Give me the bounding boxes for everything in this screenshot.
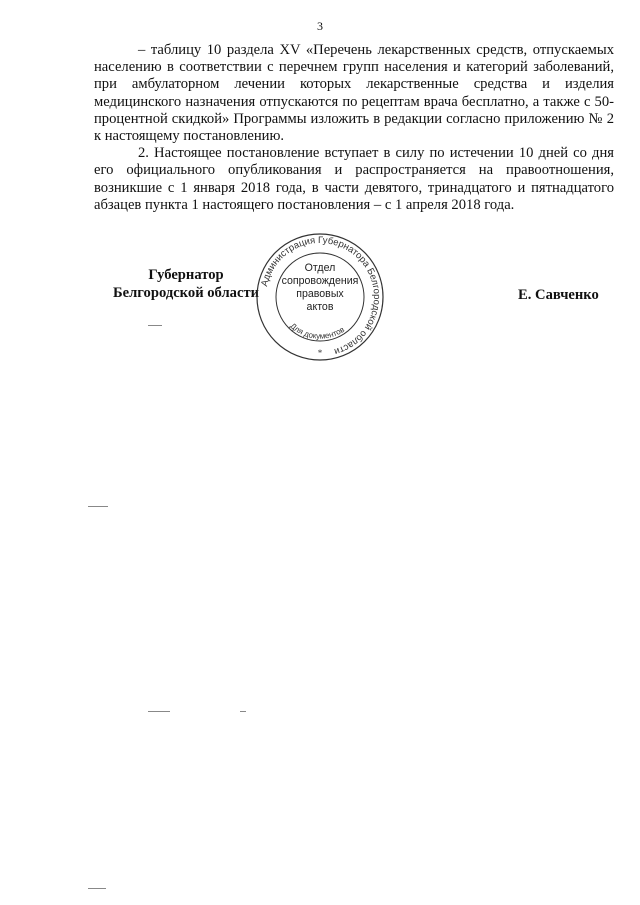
seal-center-text	[275, 262, 365, 314]
seal-bottom-textpath: Для документов	[288, 321, 347, 341]
scan-mark	[240, 711, 246, 712]
paragraph-effective-date: 2. Настоящее постановление вступает в силу по истечении 10 дней со дня его официального опубликования и распространяется на правоотношения, возникшие с 1 января 2018 года, в части девятого, тринадцатого и пятнадцатого абзацев пункта 1 настоящего постановления – с 1 апреля 2018 года.	[94, 145, 614, 213]
signatory-title-line2: Белгородской области	[112, 285, 260, 301]
seal-center-line3: правовых	[296, 288, 344, 300]
document-body	[94, 42, 614, 214]
seal-center-line2: сопровождения	[281, 275, 359, 287]
scan-mark	[148, 325, 162, 326]
seal-center-line4: актов	[306, 301, 334, 313]
star-icon: *	[317, 348, 323, 358]
seal-center-line1: Отдел	[304, 262, 336, 274]
signatory-title	[100, 266, 272, 302]
signatory-name: Е. Савченко	[518, 287, 599, 303]
scan-mark	[88, 506, 108, 507]
signatory-title-line1: Губернатор	[148, 267, 224, 283]
page-number: 3	[317, 19, 323, 33]
seal-outer-textpath: Администрация Губернатора Белгородской области	[259, 234, 383, 357]
official-seal	[255, 232, 385, 362]
scan-mark	[148, 711, 170, 712]
paragraph-table-10: – таблицу 10 раздела XV «Перечень лекарственных средств, отпускаемых населению в соответствии с перечнем групп населения и категорий заболеваний, при амбулаторном лечении которых лекарственные средства и изделия медицинского назначения отпускаются по рецептам врача бесплатно, а также с 50-процентной скидкой» Программы изложить в редакции согласно приложению № 2 к настоящему постановлению.	[94, 42, 614, 145]
scan-mark	[88, 888, 106, 889]
